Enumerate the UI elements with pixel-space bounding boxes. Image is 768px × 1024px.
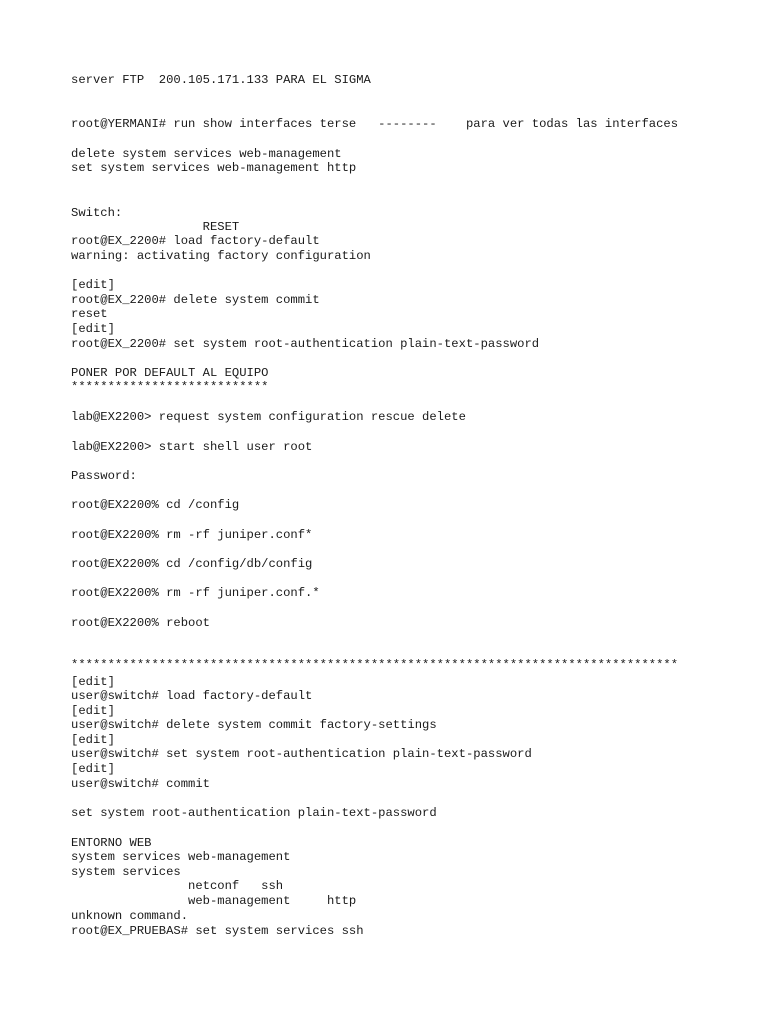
text-line: [edit] — [71, 704, 115, 718]
text-line: root@EX2200% reboot — [71, 616, 210, 630]
text-line: Switch: — [71, 206, 123, 220]
text-line: set system services web-management http — [71, 161, 357, 175]
text-line: netconf ssh — [71, 879, 284, 893]
text-line: root@EX2200% cd /config — [71, 498, 240, 512]
text-line: root@EX_2200# set system root-authentication plain-text-password — [71, 337, 540, 351]
text-line: root@YERMANI# run show interfaces terse -------- para ver todas las interfaces — [71, 117, 679, 131]
text-line: PONER POR DEFAULT AL EQUIPO — [71, 366, 269, 380]
text-line: root@EX2200% rm -rf juniper.conf.* — [71, 586, 320, 600]
text-line: root@EX2200% rm -rf juniper.conf* — [71, 528, 313, 542]
text-line: [edit] — [71, 733, 115, 747]
text-line: lab@EX2200> request system configuration rescue delete — [71, 410, 466, 424]
text-line: user@switch# delete system commit factory-settings — [71, 718, 437, 732]
text-line: root@EX_2200# delete system commit — [71, 293, 320, 307]
text-line: user@switch# set system root-authentication plain-text-password — [71, 747, 532, 761]
text-line: server FTP 200.105.171.133 PARA EL SIGMA — [71, 73, 371, 87]
text-line: delete system services web-management — [71, 147, 342, 161]
text-line: *********************************************************************************** — [71, 658, 679, 672]
text-line: system services web-management — [71, 850, 291, 864]
text-line: Password: — [71, 469, 137, 483]
text-line: [edit] — [71, 322, 115, 336]
text-line: user@switch# commit — [71, 777, 210, 791]
text-line: lab@EX2200> start shell user root — [71, 440, 313, 454]
text-line: set system root-authentication plain-text-password — [71, 806, 437, 820]
text-line: root@EX2200% cd /config/db/config — [71, 557, 313, 571]
text-line: [edit] — [71, 762, 115, 776]
text-line: root@EX_2200# load factory-default — [71, 234, 320, 248]
text-line: unknown command. — [71, 909, 189, 923]
text-line: [edit] — [71, 675, 115, 689]
text-line: [edit] — [71, 278, 115, 292]
text-line: reset — [71, 307, 108, 321]
text-line: web-management http — [71, 894, 357, 908]
text-line: user@switch# load factory-default — [71, 689, 313, 703]
text-line: system services — [71, 865, 181, 879]
text-line: ENTORNO WEB — [71, 836, 152, 850]
text-line: RESET — [71, 220, 240, 234]
text-line: warning: activating factory configuration — [71, 249, 371, 263]
text-line: *************************** — [71, 380, 269, 394]
text-line: root@EX_PRUEBAS# set system services ssh — [71, 924, 364, 938]
